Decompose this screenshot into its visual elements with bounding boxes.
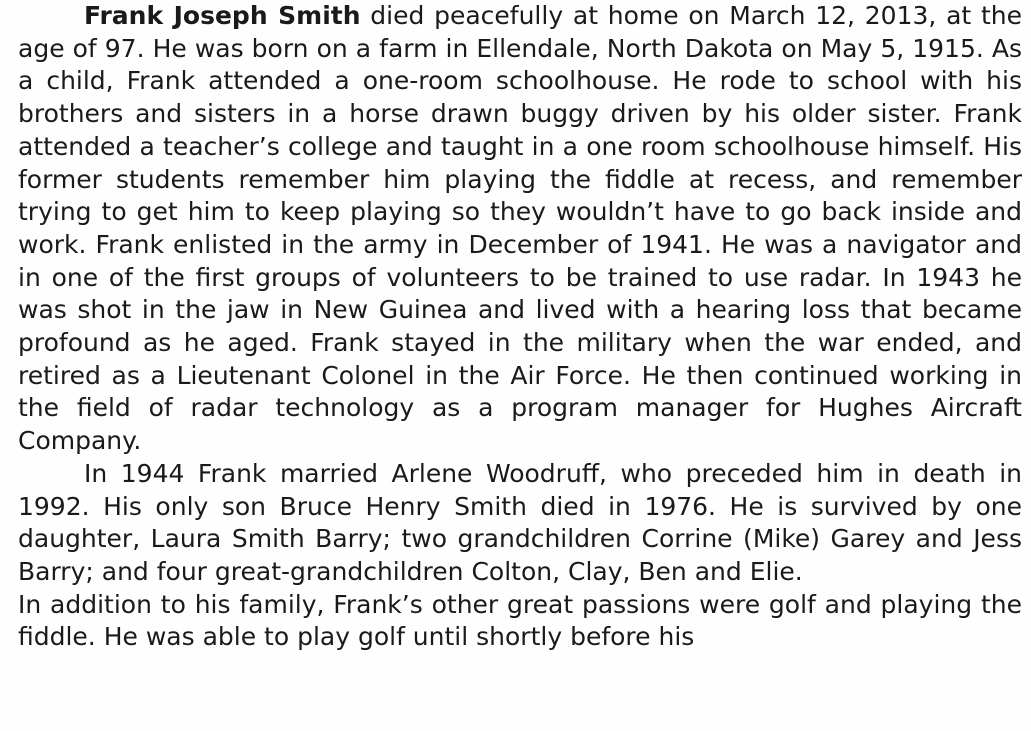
paragraph-family: In 1944 Frank married Arlene Woodruff, who preceded him in death in 1992. His only son Bruce Henry Smith died in 1976. He is survived by one daughter, Laura Smith Barry; two grandchildren Corrine (Mike) Garey and Jess Barry; and four great-grandchildren Colton, Clay, Ben and Elie. bbox=[18, 458, 1022, 586]
paragraph-biography bbox=[18, 0, 1022, 458]
deceased-name: Frank Joseph Smith bbox=[84, 1, 361, 30]
paragraph-passions: In addition to his family, Frank’s other great passions were golf and playing the fiddle. He was able to play golf until shortly before his bbox=[18, 589, 1022, 652]
obituary-text bbox=[18, 0, 1022, 654]
biography-text: died peacefully at home on March 12, 2013, at the age of 97. He was born on a farm in Ellendale, North Dakota on May 5, 1915. As a child, Frank attended a one-room schoolhouse. He rode to school with his brothers and sisters in a horse drawn buggy driven by his older sister. Frank attended a teacher’s college and taught in a one room schoolhouse himself. His former students remember him playing the fiddle at recess, and remember trying to get him to keep playing so they wouldn’t have to go back inside and work. Frank enlisted in the army in December of 1941. He was a navigator and in one of the first groups of volunteers to be trained to use radar. In 1943 he was shot in the jaw in New Guinea and lived with a hearing loss that became profound as he aged. Frank stayed in the military when the war ended, and retired as a Lieutenant Colonel in the Air Force. He then continued working in the field of radar technology as a program manager for Hughes Aircraft Company. bbox=[18, 1, 1022, 456]
